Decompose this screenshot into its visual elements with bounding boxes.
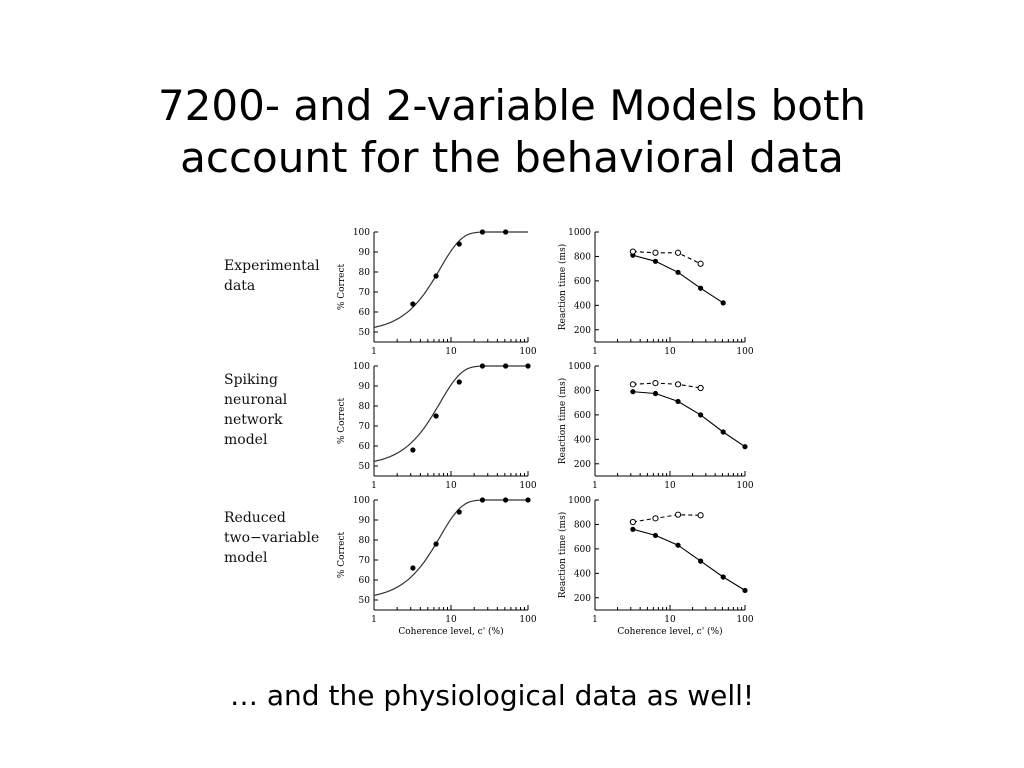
y-tick-label: 400 (573, 435, 591, 446)
y-tick-label: 400 (573, 569, 591, 580)
row-label-spiking (224, 370, 334, 450)
row-label-line: Reduced (224, 510, 286, 526)
y-tick-label: 90 (358, 516, 370, 526)
slide-title-line-1: 7200- and 2-variable Models both (157, 81, 867, 130)
data-point-filled (653, 533, 658, 538)
data-point-open (653, 516, 658, 521)
y-tick-label: 70 (358, 422, 370, 432)
data-point-filled (675, 543, 680, 548)
x-tick-label: 100 (519, 615, 537, 625)
x-tick-label: 10 (664, 481, 676, 491)
series-line-solid (633, 529, 745, 590)
data-point-open (675, 250, 680, 255)
panel-spiking-accuracy (337, 362, 537, 491)
y-tick-label: 50 (358, 596, 370, 606)
x-tick-label: 1 (592, 347, 598, 357)
data-point-open (698, 261, 703, 266)
y-axis-label: Reaction time (ms) (558, 377, 568, 465)
data-point (433, 413, 438, 418)
data-point-filled (675, 399, 680, 404)
series-line-solid (633, 392, 745, 447)
y-tick-label: 60 (358, 308, 370, 318)
y-tick-label: 100 (352, 228, 370, 238)
data-point (433, 541, 438, 546)
x-tick-label: 10 (445, 347, 457, 357)
y-tick-label: 1000 (568, 228, 591, 238)
data-point (457, 509, 462, 514)
x-tick-label: 1 (592, 615, 598, 625)
y-tick-label: 1000 (568, 362, 591, 372)
data-point-open (653, 250, 658, 255)
y-tick-label: 400 (573, 301, 591, 312)
data-point (410, 447, 415, 452)
data-point-filled (653, 259, 658, 264)
y-axis-label: % Correct (337, 263, 347, 311)
data-point-filled (742, 588, 747, 593)
x-tick-label: 10 (664, 615, 676, 625)
y-tick-label: 100 (352, 496, 370, 506)
y-tick-label: 600 (573, 544, 591, 555)
data-point-open (630, 249, 635, 254)
y-tick-label: 200 (573, 593, 591, 604)
data-point-filled (742, 444, 747, 449)
data-point-filled (721, 429, 726, 434)
figure-panels (330, 222, 770, 647)
slide-title (0, 80, 1024, 184)
y-tick-label: 70 (358, 288, 370, 298)
data-point-open (653, 381, 658, 386)
data-point (433, 273, 438, 278)
row-label-line: model (224, 550, 268, 566)
y-tick-label: 80 (358, 402, 370, 412)
x-tick-label: 1 (371, 481, 377, 491)
x-tick-label: 100 (519, 347, 537, 357)
data-point (525, 363, 530, 368)
panel-experimental-rt (557, 228, 754, 357)
data-point-filled (698, 559, 703, 564)
row-label-line: neuronal (224, 392, 288, 408)
data-point-filled (721, 574, 726, 579)
x-tick-label: 10 (445, 615, 457, 625)
y-axis-label: Reaction time (ms) (558, 243, 568, 331)
y-tick-label: 800 (573, 252, 591, 263)
x-tick-label: 1 (371, 615, 377, 625)
data-point (457, 379, 462, 384)
y-tick-label: 200 (573, 325, 591, 336)
footer-text: … and the physiological data as well! (230, 679, 755, 712)
row-label-line: Spiking (224, 372, 278, 388)
data-point-open (698, 513, 703, 518)
y-tick-label: 200 (573, 459, 591, 470)
y-tick-label: 60 (358, 576, 370, 586)
row-label-line: model (224, 432, 268, 448)
data-point-filled (630, 527, 635, 532)
row-label-line: Experimental (224, 258, 320, 274)
y-tick-label: 50 (358, 328, 370, 338)
data-point (410, 565, 415, 570)
row-label-line: two−variable (224, 530, 320, 546)
panel-reduced-rt (557, 496, 754, 637)
x-tick-label: 100 (736, 347, 754, 357)
x-tick-label: 10 (664, 347, 676, 357)
data-point-open (675, 512, 680, 517)
data-point (480, 363, 485, 368)
y-axis-label: % Correct (337, 397, 347, 445)
row-label-reduced (224, 508, 334, 568)
fit-curve (374, 366, 528, 461)
data-point (503, 497, 508, 502)
row-label-experimental (224, 256, 334, 296)
y-tick-label: 600 (573, 410, 591, 421)
data-point-filled (698, 412, 703, 417)
y-tick-label: 90 (358, 382, 370, 392)
data-point (503, 229, 508, 234)
x-tick-label: 100 (736, 615, 754, 625)
x-tick-label: 100 (519, 481, 537, 491)
fit-curve (374, 500, 528, 595)
y-tick-label: 100 (352, 362, 370, 372)
y-tick-label: 600 (573, 276, 591, 287)
data-point-open (698, 385, 703, 390)
data-point (410, 301, 415, 306)
data-point-filled (653, 391, 658, 396)
panel-experimental-accuracy (337, 228, 537, 357)
y-tick-label: 90 (358, 248, 370, 258)
y-tick-label: 80 (358, 536, 370, 546)
data-point-open (630, 382, 635, 387)
series-line-dashed (633, 383, 701, 388)
slide-title-line-2: account for the behavioral data (180, 133, 844, 182)
data-point-filled (721, 300, 726, 305)
x-axis-label: Coherence level, c' (%) (617, 627, 723, 637)
panel-spiking-rt (557, 362, 754, 491)
data-point-filled (698, 286, 703, 291)
row-label-line: network (224, 412, 283, 428)
data-point (525, 497, 530, 502)
x-axis-label: Coherence level, c' (%) (398, 627, 504, 637)
data-point-filled (630, 389, 635, 394)
data-point (480, 229, 485, 234)
fit-curve (374, 232, 528, 327)
data-point-open (630, 519, 635, 524)
y-tick-label: 70 (358, 556, 370, 566)
x-tick-label: 10 (445, 481, 457, 491)
y-tick-label: 800 (573, 520, 591, 531)
y-tick-label: 1000 (568, 496, 591, 506)
x-tick-label: 1 (592, 481, 598, 491)
row-label-line: data (224, 278, 256, 294)
y-axis-label: % Correct (337, 531, 347, 579)
data-point (503, 363, 508, 368)
y-tick-label: 60 (358, 442, 370, 452)
series-line-dashed (633, 515, 701, 522)
data-point-filled (675, 270, 680, 275)
y-axis-label: Reaction time (ms) (558, 511, 568, 599)
y-tick-label: 80 (358, 268, 370, 278)
data-point (457, 241, 462, 246)
y-tick-label: 800 (573, 386, 591, 397)
x-tick-label: 1 (371, 347, 377, 357)
panel-reduced-accuracy (337, 496, 537, 637)
x-tick-label: 100 (736, 481, 754, 491)
y-tick-label: 50 (358, 462, 370, 472)
series-line-solid (633, 255, 723, 303)
data-point (480, 497, 485, 502)
data-point-open (675, 382, 680, 387)
